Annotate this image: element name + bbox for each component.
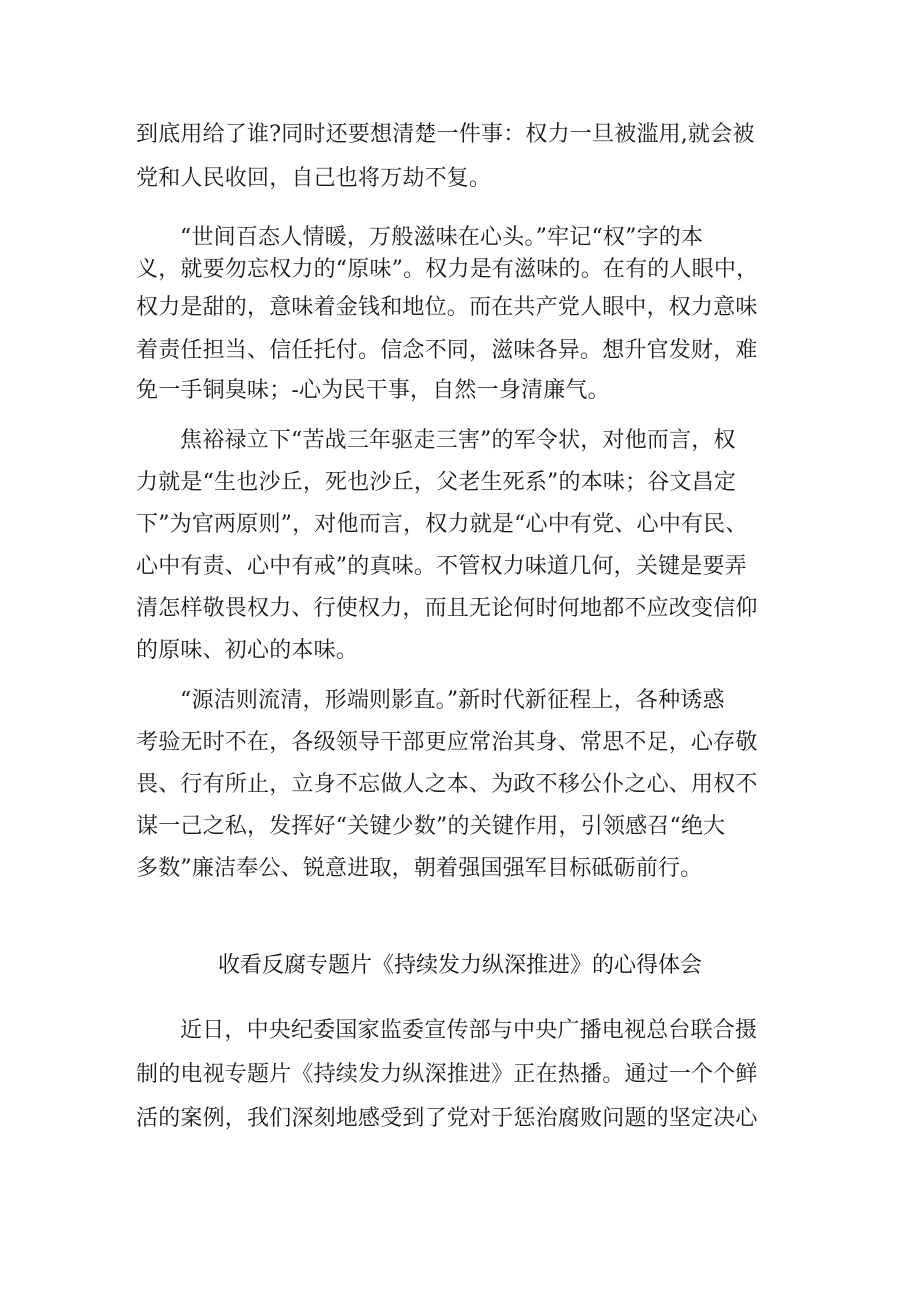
text-line: 制的电视专题片《持续发力纵深推进》正在热播。通过一个个鲜 bbox=[136, 1062, 758, 1087]
text-line: 力就是“生也沙丘，死也沙丘，父老生死系”的本味；谷文昌定 bbox=[136, 470, 737, 495]
text-line: 谋一己之私，发挥好“关键少数”的关键作用，引领感召“绝大 bbox=[136, 814, 726, 839]
paragraph-first-line: “世间百态人情暖，万般滋味在心头。”牢记“权”字的本 bbox=[180, 225, 704, 250]
text-line: 义，就要勿忘权力的“原味”。权力是有滋味的。在有的人眼中， bbox=[136, 257, 759, 282]
text-line: 免一手铜臭味；-心为民干事，自然一身清廉气。 bbox=[136, 378, 610, 403]
text-line: 权力是甜的，意味着金钱和地位。而在共产党人眼中，权力意味 bbox=[136, 295, 758, 320]
section-heading: 收看反腐专题片《持续发力纵深推进》的心得体会 bbox=[217, 953, 702, 978]
text-line: 清怎样敬畏权力、行使权力，而且无论何时何地都不应改变信仰 bbox=[136, 596, 758, 621]
paragraph-first-line: 焦裕禄立下“苦战三年驱走三害”的军令状，对他而言，权 bbox=[180, 428, 736, 453]
paragraph-first-line: “源洁则流清，形端则影直。”新时代新征程上，各种诱惑 bbox=[180, 688, 725, 713]
text-line: 畏、行有所止，立身不忘做人之本、为政不移公仆之心、用权不 bbox=[136, 772, 758, 797]
text-line: 到底用给了谁?同时还要想清楚一件事：权力一旦被滥用,就会被 bbox=[136, 122, 755, 147]
text-line: 考验无时不在，各级领导干部更应常治其身、常思不足，心存敬 bbox=[136, 730, 758, 755]
text-line: 心中有责、心中有戒”的真味。不管权力味道几何，关键是要弄 bbox=[136, 554, 747, 579]
text-line: 党和人民收回，自己也将万劫不复。 bbox=[136, 166, 492, 191]
text-line: 下”为官两原则”，对他而言，权力就是“心中有党、心中有民、 bbox=[136, 512, 748, 537]
text-line: 多数”廉洁奉公、锐意进取，朝着强国强军目标砥砺前行。 bbox=[136, 856, 703, 881]
paragraph-first-line: 近日，中央纪委国家监委宣传部与中央广播电视总台联合摄 bbox=[180, 1018, 758, 1043]
text-line: 着责任担当、信任托付。信念不同，滋味各异。想升官发财，难 bbox=[136, 338, 758, 363]
text-line: 活的案例，我们深刻地感受到了党对于惩治腐败问题的坚定决心 bbox=[136, 1106, 758, 1131]
text-line: 的原味、初心的本味。 bbox=[136, 638, 359, 663]
